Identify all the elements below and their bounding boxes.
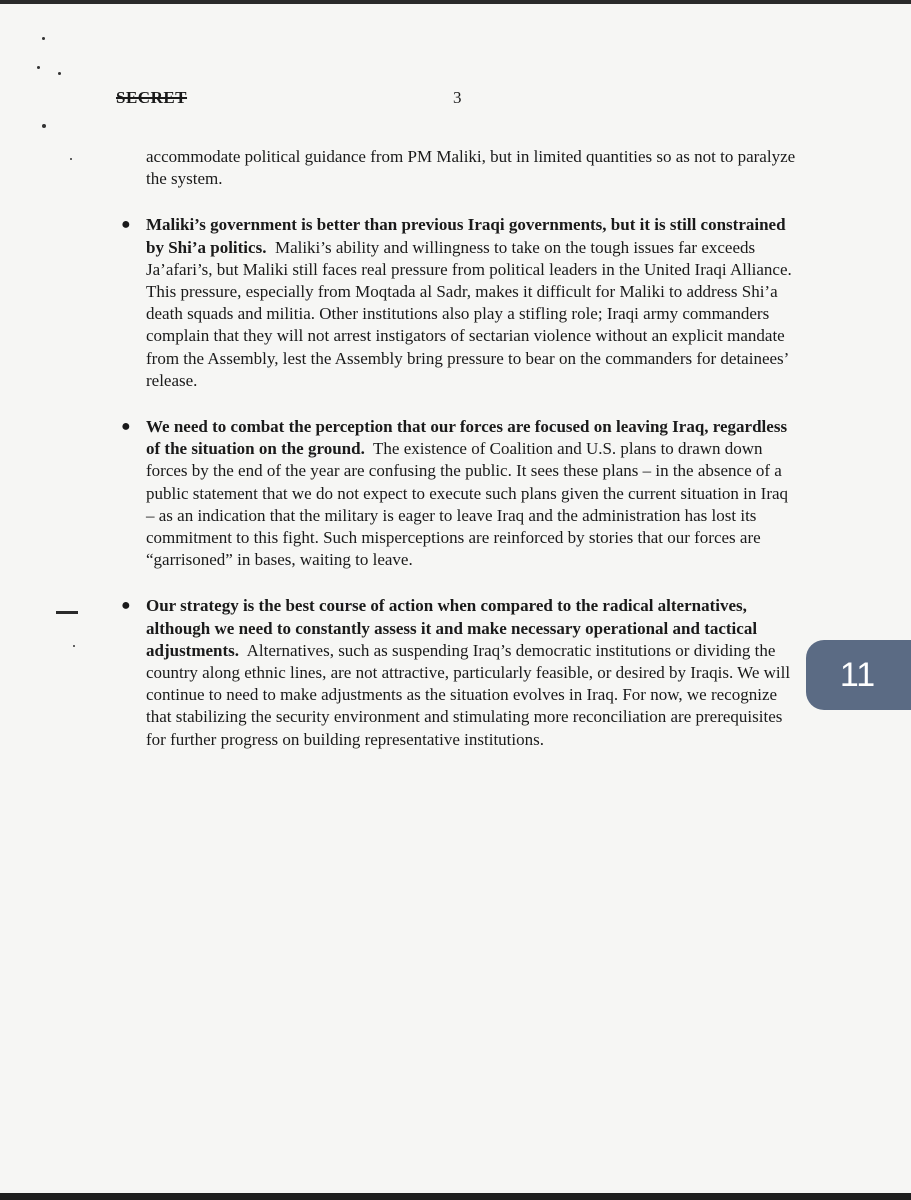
bullet-body: The existence of Coalition and U.S. plans to drawn down forces by the end of the year are confusing the public. It sees these plans – in the absence of a public statement that we do not expect to execute such plans given the current situation in Iraq – as an indication that the military is eager to leave Iraq and the administration has lost its commitment to this fight. Such misperceptions are reinforced by stories that our forces are “garrisoned” in bases, waiting to leave. bbox=[146, 439, 789, 570]
page-number: 3 bbox=[453, 88, 462, 107]
bullet-dot-icon: ● bbox=[121, 597, 131, 615]
scan-speck bbox=[73, 645, 75, 647]
bullet-dot-icon: ● bbox=[121, 418, 131, 436]
scan-speck bbox=[37, 66, 40, 69]
scan-speck bbox=[58, 72, 61, 75]
bullet-body: Alternatives, such as suspending Iraq’s democratic institutions or dividing the country along ethnic lines, are not attractive, particularly feasible, or desired by Iraqis. We will continue to need to make adjustments as the situation evolves in Iraq. For now, we recognize that stabilizing the security environment and stimulating more reconciliation are prerequisites for further progress on building representative institutions. bbox=[146, 640, 791, 749]
bottom-border bbox=[0, 1193, 911, 1200]
document-body bbox=[121, 146, 796, 775]
margin-mark bbox=[56, 611, 78, 614]
continuation-paragraph: accommodate political guidance from PM Maliki, but in limited quantities so as not to paralyze the system. bbox=[146, 147, 796, 189]
bullet-lead: Maliki’s government is better than previous Iraqi governments, but it is still constrained by Shi’a politics. bbox=[146, 215, 786, 257]
scan-speck bbox=[70, 158, 72, 160]
bullet-lead: Our strategy is the best course of action when compared to the radical alternatives, although we need to constantly assess it and make necessary operational and tactical adjustments. bbox=[146, 596, 758, 660]
top-border bbox=[0, 0, 911, 4]
bullet-body: Maliki’s ability and willingness to take on the tough issues far exceeds Ja’afari’s, but Maliki still faces real pressure from political leaders in the United Iraqi Alliance. This pressure, especially from Moqtada al Sadr, makes it difficult for Maliki to address Shi’a death squads and militia. Other institutions also play a stifling role; Iraqi army commanders complain that they will not arrest instigators of sectarian violence without an explicit mandate from the Assembly, lest the Assembly bring pressure to bear on the commanders for detainees’ release. bbox=[146, 237, 792, 390]
bullet-item bbox=[121, 416, 796, 571]
bullet-dot-icon: ● bbox=[121, 216, 131, 234]
page-indicator-badge[interactable]: 11 bbox=[806, 640, 911, 710]
bullet-lead: We need to combat the perception that our forces are focused on leaving Iraq, regardless of the situation on the ground. bbox=[146, 417, 788, 459]
scan-speck bbox=[42, 124, 46, 128]
bullet-item bbox=[121, 595, 796, 750]
scan-speck bbox=[42, 37, 45, 40]
classification-marking: SECRET bbox=[116, 88, 188, 107]
bullet-item bbox=[121, 214, 796, 392]
